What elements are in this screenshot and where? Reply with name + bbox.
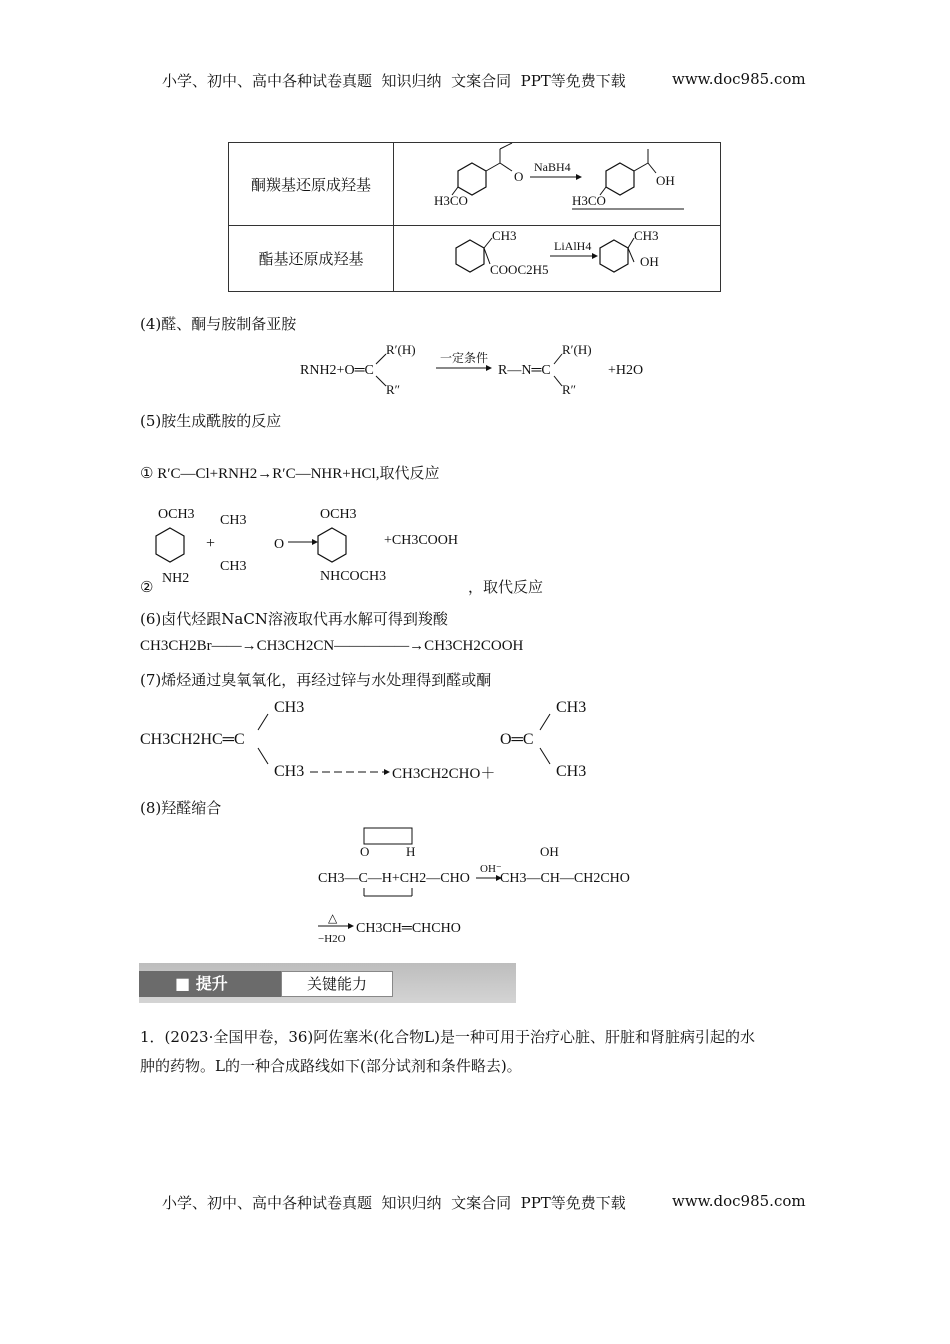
bond	[258, 714, 268, 730]
ozonolysis-scheme	[140, 692, 600, 784]
cyclohexane-ring	[600, 240, 628, 272]
methyl-label: CH3	[220, 513, 247, 528]
footer-url: www.doc985.com	[672, 1192, 806, 1210]
section-6-title: (6)卤代烃跟NaCN溶液取代再水解可得到羧酸	[140, 610, 448, 628]
banner-tag: 关键能力	[281, 971, 393, 997]
plus-sign: +	[206, 535, 216, 552]
bond	[258, 748, 268, 764]
benzene-ring	[318, 528, 346, 562]
aldol-product: CH3—CH—CH2CHO	[500, 871, 630, 886]
eq-number: ①	[140, 466, 154, 482]
section-7-title: (7)烯烃通过臭氧氧化，再经过锌与水处理得到醛或酮	[140, 671, 492, 689]
methyl-label: CH3	[634, 228, 659, 243]
substituent-r2: R″	[386, 382, 401, 397]
carbonyl-bond	[500, 163, 512, 171]
aldehyde-product: CH3CH2CHO＋	[392, 766, 496, 782]
hydroxyl-label: OH	[656, 173, 675, 188]
bond	[376, 376, 386, 386]
hydrogen-label: H	[406, 844, 416, 859]
aldol-scheme	[318, 826, 658, 948]
question-line-2: 肿的药物。L的一种合成路线如下(部分试剂和条件略去)。	[140, 1057, 522, 1075]
banner-label: ■ 提升	[139, 971, 281, 997]
water-loss: −H2O	[318, 933, 346, 945]
amide-label: NHCOCH3	[320, 569, 387, 584]
benzene-ring	[606, 163, 634, 195]
ester-reduction-scheme	[394, 226, 720, 287]
bond	[376, 354, 386, 364]
methyl-label: CH3	[556, 763, 587, 780]
hydroxyl-label: OH	[640, 254, 659, 269]
water: +H2O	[608, 363, 644, 378]
bond	[554, 354, 562, 364]
ester-label: COOC2H5	[490, 262, 549, 277]
arrow-head	[576, 174, 582, 180]
hydroxyl-label: OH	[540, 844, 559, 859]
arrow-head	[592, 253, 598, 259]
reagent-label: LiAlH4	[554, 239, 592, 253]
arrow-head	[384, 769, 390, 775]
bond	[486, 163, 500, 171]
oxygen-label: O	[274, 537, 285, 552]
section-5-title: (5)胺生成酰胺的反应	[140, 412, 282, 430]
nitrile-equation: CH3CH2Br——→CH3CH2CN—————→CH3CH2COOH	[140, 638, 524, 654]
section-8-title: (8)羟醛缩合	[140, 799, 222, 817]
bond	[500, 143, 512, 149]
bond	[634, 163, 648, 171]
row2-label: 酯基还原成羟基	[229, 226, 394, 292]
amide-equation-1	[140, 462, 439, 483]
catalyst: OH⁻	[480, 863, 502, 875]
amide-scheme-2	[140, 490, 560, 600]
ketone-reduction-scheme	[394, 143, 720, 221]
section-4-title: (4)醛、酮与胺制备亚胺	[140, 315, 297, 333]
ketone-product: O═C	[500, 731, 534, 748]
substituent-r1: R′(H)	[386, 342, 416, 357]
equation-lhs: RNH2+O═C	[300, 363, 374, 378]
substituent-r2: R″	[562, 382, 577, 397]
transfer-box	[364, 828, 412, 844]
condition-label: 一定条件	[440, 351, 489, 365]
bond	[484, 238, 492, 248]
methyl-label: CH3	[274, 763, 305, 780]
bond	[540, 714, 550, 730]
methoxy-label: OCH3	[320, 507, 357, 522]
row1-scheme	[394, 143, 721, 226]
reaction-table	[228, 142, 721, 292]
footer-left: 小学、初中、高中各种试卷真题 知识归纳 文案合同 PPT等免费下载	[162, 1194, 626, 1212]
methoxy-label: OCH3	[158, 507, 195, 522]
eq-number: ②	[140, 580, 154, 596]
amine-label: NH2	[162, 571, 190, 586]
benzene-ring	[156, 528, 184, 562]
section-banner	[139, 963, 516, 1003]
final-product: CH3CH═CHCHO	[356, 921, 461, 936]
product: R—N═C	[498, 363, 551, 378]
row1-label: 酮羰基还原成羟基	[229, 143, 394, 226]
methyl-label: CH3	[274, 699, 305, 716]
methyl-label: CH3	[556, 699, 587, 716]
cyclohexane-ring	[456, 240, 484, 272]
header-url: www.doc985.com	[672, 70, 806, 88]
question-line-1: 1．(2023·全国甲卷，36)阿佐塞米(化合物L)是一种可用于治疗心脏、肝脏和肾脏病引起的水	[140, 1028, 755, 1046]
bond	[628, 248, 634, 262]
acetic-acid: +CH3COOH	[384, 533, 459, 548]
arrow-head	[348, 923, 354, 929]
methoxy-label: H3CO	[572, 193, 606, 208]
row2-scheme	[394, 226, 721, 292]
arrow-head	[486, 365, 492, 371]
benzene-ring	[458, 163, 486, 195]
imine-equation	[290, 340, 670, 400]
oxygen-label: O	[360, 844, 370, 859]
reactants: CH3—C—H+CH2—CHO	[318, 871, 470, 886]
eq-text: R′C—Cl+RNH2→R′C—NHR+HCl,取代反应	[157, 466, 440, 482]
reaction-type: ，取代反应	[468, 580, 544, 596]
bond	[540, 748, 550, 764]
heat-symbol: △	[328, 911, 338, 925]
bond	[648, 163, 656, 173]
arrow-head	[312, 539, 318, 545]
methyl-label: CH3	[220, 559, 247, 574]
alkene: CH3CH2HC═C	[140, 731, 245, 748]
methoxy-label: H3CO	[434, 193, 468, 208]
oxygen-label: O	[514, 169, 524, 184]
methyl-label: CH3	[492, 228, 517, 243]
bond	[554, 376, 562, 386]
reagent-label: NaBH4	[534, 160, 571, 174]
header-left: 小学、初中、高中各种试卷真题 知识归纳 文案合同 PPT等免费下载	[162, 72, 626, 90]
substituent-r1: R′(H)	[562, 342, 592, 357]
